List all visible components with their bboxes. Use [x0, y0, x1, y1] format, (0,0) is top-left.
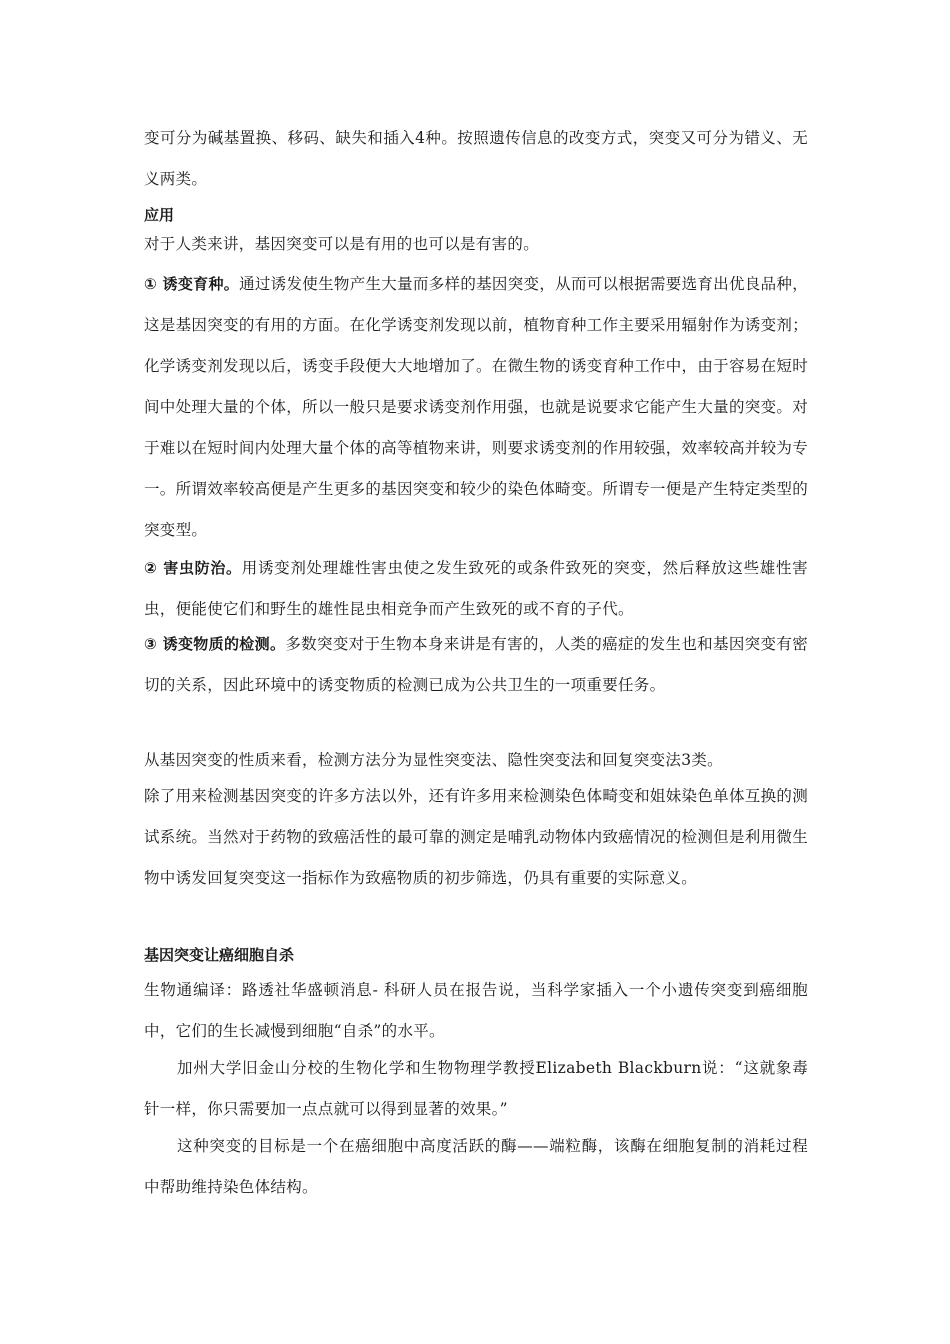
list-item-pest-control	[144, 548, 808, 630]
paragraph-text: 变可分为碱基置换、移码、缺失和插入4种。按照遗传信息的改变方式，突变又可分为错义、无义两类。	[144, 129, 808, 188]
paragraph-text: 从基因突变的性质来看，检测方法分为显性突变法、隐性突变法和回复突变法3类。	[144, 751, 723, 769]
item-body: 多数突变对于生物本身来讲是有害的，人类的癌症的发生也和基因突变有密切的关系，因此环境中的诱变物质的检测已成为公共卫生的一项重要任务。	[144, 635, 808, 694]
paragraph-telomerase	[144, 1126, 808, 1208]
paragraph-application-intro	[144, 226, 808, 263]
heading-cancer-cell-suicide	[144, 938, 808, 972]
item-body: 通过诱发使生物产生大量而多样的基因突变，从而可以根据需要选育出优良品种，这是基因突变的有用的方面。在化学诱变剂发现以前，植物育种工作主要采用辐射作为诱变剂；化学诱变剂发现以后，诱变手段便大大地增加了。在微生物的诱变育种工作中，由于容易在短时间中处理大量的个体，所以一般只是要求诱变剂作用强，也就是说要求它能产生大量的突变。对于难以在短时间内处理大量个体的高等植物来讲，则要求诱变剂的作用较强，效率较高并较为专一。所谓效率较高便是产生更多的基因突变和较少的染色体畸变。所谓专一便是产生特定类型的突变型。	[144, 275, 808, 539]
paragraph-mutation-types	[144, 118, 808, 200]
item-title: ① 诱变育种。	[144, 275, 240, 293]
paragraph-text: 生物通编译：路透社华盛顿消息- 科研人员在报告说，当科学家插入一个小遗传突变到癌细胞中，它们的生长减慢到细胞“自杀”的水平。	[144, 981, 808, 1040]
paragraph-detection-methods	[144, 742, 808, 779]
paragraph-news	[144, 970, 808, 1052]
paragraph-text: 除了用来检测基因突变的许多方法以外，还有许多用来检测染色体畸变和姐妹染色单体互换的测试系统。当然对于药物的致癌活性的最可靠的测定是哺乳动物体内致癌情况的检测但是利用微生物中诱发回复突变这一指标作为致癌物质的初步筛选，仍具有重要的实际意义。	[144, 787, 808, 887]
list-item-mutagen-detection	[144, 624, 808, 706]
paragraph-text: 对于人类来讲，基因突变可以是有用的也可以是有害的。	[144, 235, 540, 253]
section-heading: 应用	[144, 206, 175, 224]
paragraph-text: 加州大学旧金山分校的生物化学和生物物理学教授Elizabeth Blackburn说：“这就象毒针一样，你只需要加一点点就可以得到显著的效果。”	[144, 1059, 808, 1118]
list-item-mutation-breeding	[144, 264, 808, 551]
item-body: 用诱变剂处理雄性害虫使之发生致死的或条件致死的突变，然后释放这些雄性害虫，便能使它们和野生的雄性昆虫相竞争而产生致死的或不育的子代。	[144, 559, 808, 618]
paragraph-quote	[144, 1048, 808, 1130]
item-title: ③ 诱变物质的检测。	[144, 635, 286, 653]
paragraph-test-systems	[144, 776, 808, 899]
section-heading: 基因突变让癌细胞自杀	[144, 946, 295, 964]
item-title: ② 害虫防治。	[144, 559, 242, 577]
paragraph-text: 这种突变的目标是一个在癌细胞中高度活跃的酶——端粒酶，该酶在细胞复制的消耗过程中帮助维持染色体结构。	[144, 1137, 808, 1196]
